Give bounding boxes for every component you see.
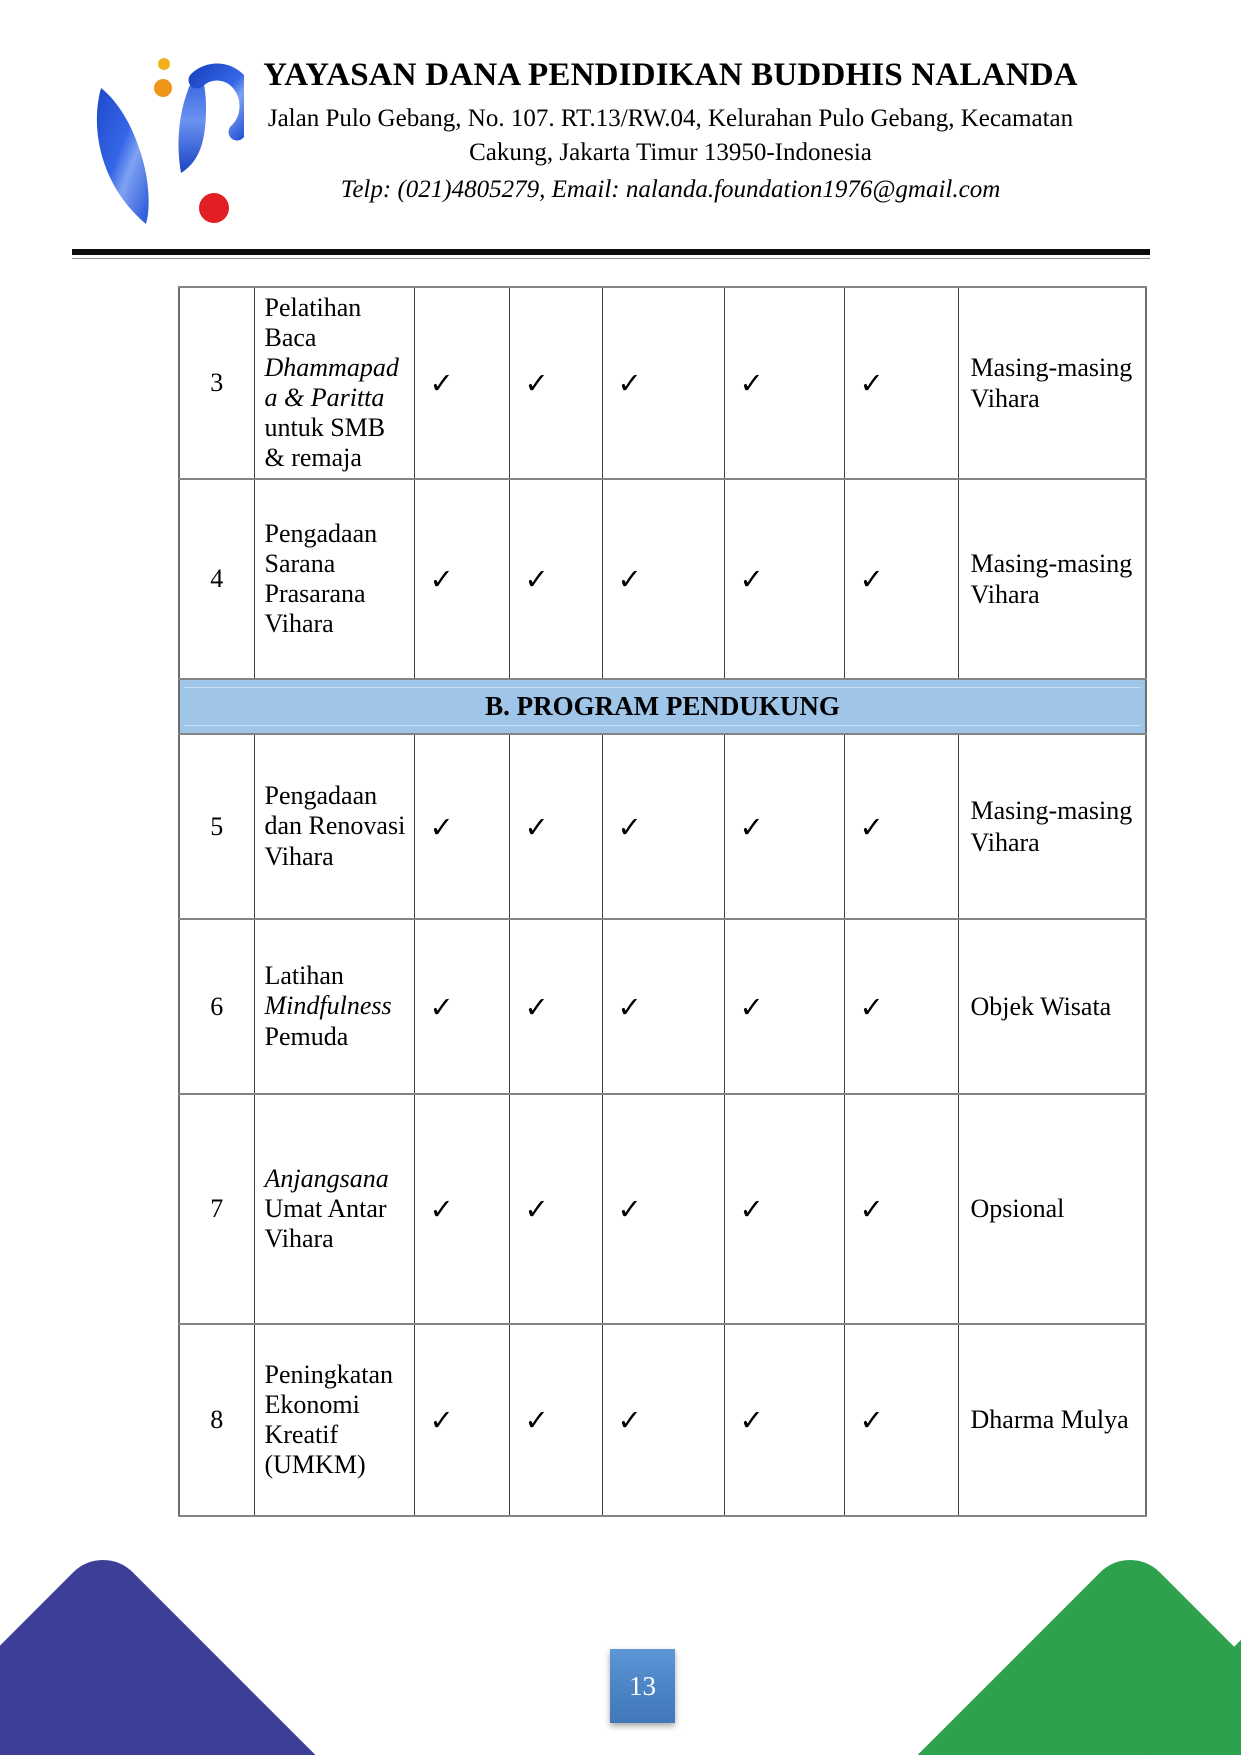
row-3-check-1: ✓: [414, 287, 509, 479]
row-5-check-2: ✓: [509, 734, 602, 919]
row-8-check-3: ✓: [602, 1324, 724, 1516]
logo-left-petal: [97, 88, 149, 224]
logo-dot-yellow: [158, 58, 170, 70]
address-line-1: Jalan Pulo Gebang, No. 107. RT.13/RW.04, Kelurahan Pulo Gebang, Kecamatan: [267, 104, 1074, 132]
org-name: YAYASAN DANA PENDIDIKAN BUDDHIS NALANDA: [263, 57, 1078, 93]
row-8-number: 8: [179, 1324, 254, 1516]
logo-dot-orange: [154, 79, 172, 97]
row-3-check-5: ✓: [844, 287, 958, 479]
section-header-row: [179, 679, 1146, 734]
section-header-label: B. PROGRAM PENDUKUNG: [184, 687, 1141, 726]
row-8-check-4: ✓: [724, 1324, 844, 1516]
row-3-check-3: ✓: [602, 287, 724, 479]
row-7-check-2: ✓: [509, 1094, 602, 1324]
letterhead: [210, 56, 1131, 206]
contact-line: Telp: (021)4805279, Email: nalanda.foundation1976@gmail.com: [340, 175, 1001, 203]
row-5-check-1: ✓: [414, 734, 509, 919]
row-5-location: Masing-masing Vihara: [958, 734, 1146, 919]
table-row-4: [179, 479, 1146, 679]
table-row-7: [179, 1094, 1146, 1324]
row-5-check-4: ✓: [724, 734, 844, 919]
row-5-number: 5: [179, 734, 254, 919]
decorative-diamond-left: [0, 1543, 343, 1755]
header-divider-rule-thin: [72, 258, 1150, 259]
address-line-2: Cakung, Jakarta Timur 13950-Indonesia: [469, 139, 872, 167]
table-row-6: [179, 919, 1146, 1094]
row-4-number: 4: [179, 479, 254, 679]
row-7-program: Anjangsana Umat Antar Vihara: [254, 1094, 414, 1324]
row-6-program: Latihan Mindfulness Pemuda: [254, 919, 414, 1094]
row-5-check-3: ✓: [602, 734, 724, 919]
table-row-3: [179, 287, 1146, 479]
row-7-check-4: ✓: [724, 1094, 844, 1324]
row-3-location: Masing-masing Vihara: [958, 287, 1146, 479]
row-3-check-4: ✓: [724, 287, 844, 479]
row-7-check-5: ✓: [844, 1094, 958, 1324]
row-5-program: Pengadaan dan Renovasi Vihara: [254, 734, 414, 919]
program-table: [178, 286, 1147, 1517]
row-4-check-4: ✓: [724, 479, 844, 679]
row-7-check-1: ✓: [414, 1094, 509, 1324]
row-5-check-5: ✓: [844, 734, 958, 919]
row-8-location: Dharma Mulya: [958, 1324, 1146, 1516]
row-4-location: Masing-masing Vihara: [958, 479, 1146, 679]
row-6-location: Objek Wisata: [958, 919, 1146, 1094]
row-3-program: Pelatihan Baca Dhammapada & Paritta untuk SMB & remaja: [254, 287, 414, 479]
row-6-check-5: ✓: [844, 919, 958, 1094]
row-4-program: Pengadaan Sarana Prasarana Vihara: [254, 479, 414, 679]
row-3-check-2: ✓: [509, 287, 602, 479]
table-row-8: [179, 1324, 1146, 1516]
row-7-location: Opsional: [958, 1094, 1146, 1324]
row-6-check-3: ✓: [602, 919, 724, 1094]
row-4-check-2: ✓: [509, 479, 602, 679]
row-8-check-2: ✓: [509, 1324, 602, 1516]
row-6-check-4: ✓: [724, 919, 844, 1094]
row-7-check-3: ✓: [602, 1094, 724, 1324]
row-8-program: Peningkatan Ekonomi Kreatif (UMKM): [254, 1324, 414, 1516]
row-8-check-1: ✓: [414, 1324, 509, 1516]
row-3-number: 3: [179, 287, 254, 479]
row-6-check-2: ✓: [509, 919, 602, 1094]
header-divider-rule: [72, 249, 1150, 255]
page-number: 13: [629, 1670, 656, 1701]
row-4-check-5: ✓: [844, 479, 958, 679]
row-6-number: 6: [179, 919, 254, 1094]
section-header-cell: [179, 679, 1146, 734]
row-8-check-5: ✓: [844, 1324, 958, 1516]
row-4-check-3: ✓: [602, 479, 724, 679]
page-number-badge: [610, 1649, 675, 1723]
row-7-number: 7: [179, 1094, 254, 1324]
table-row-5: [179, 734, 1146, 919]
row-6-check-1: ✓: [414, 919, 509, 1094]
row-4-check-1: ✓: [414, 479, 509, 679]
